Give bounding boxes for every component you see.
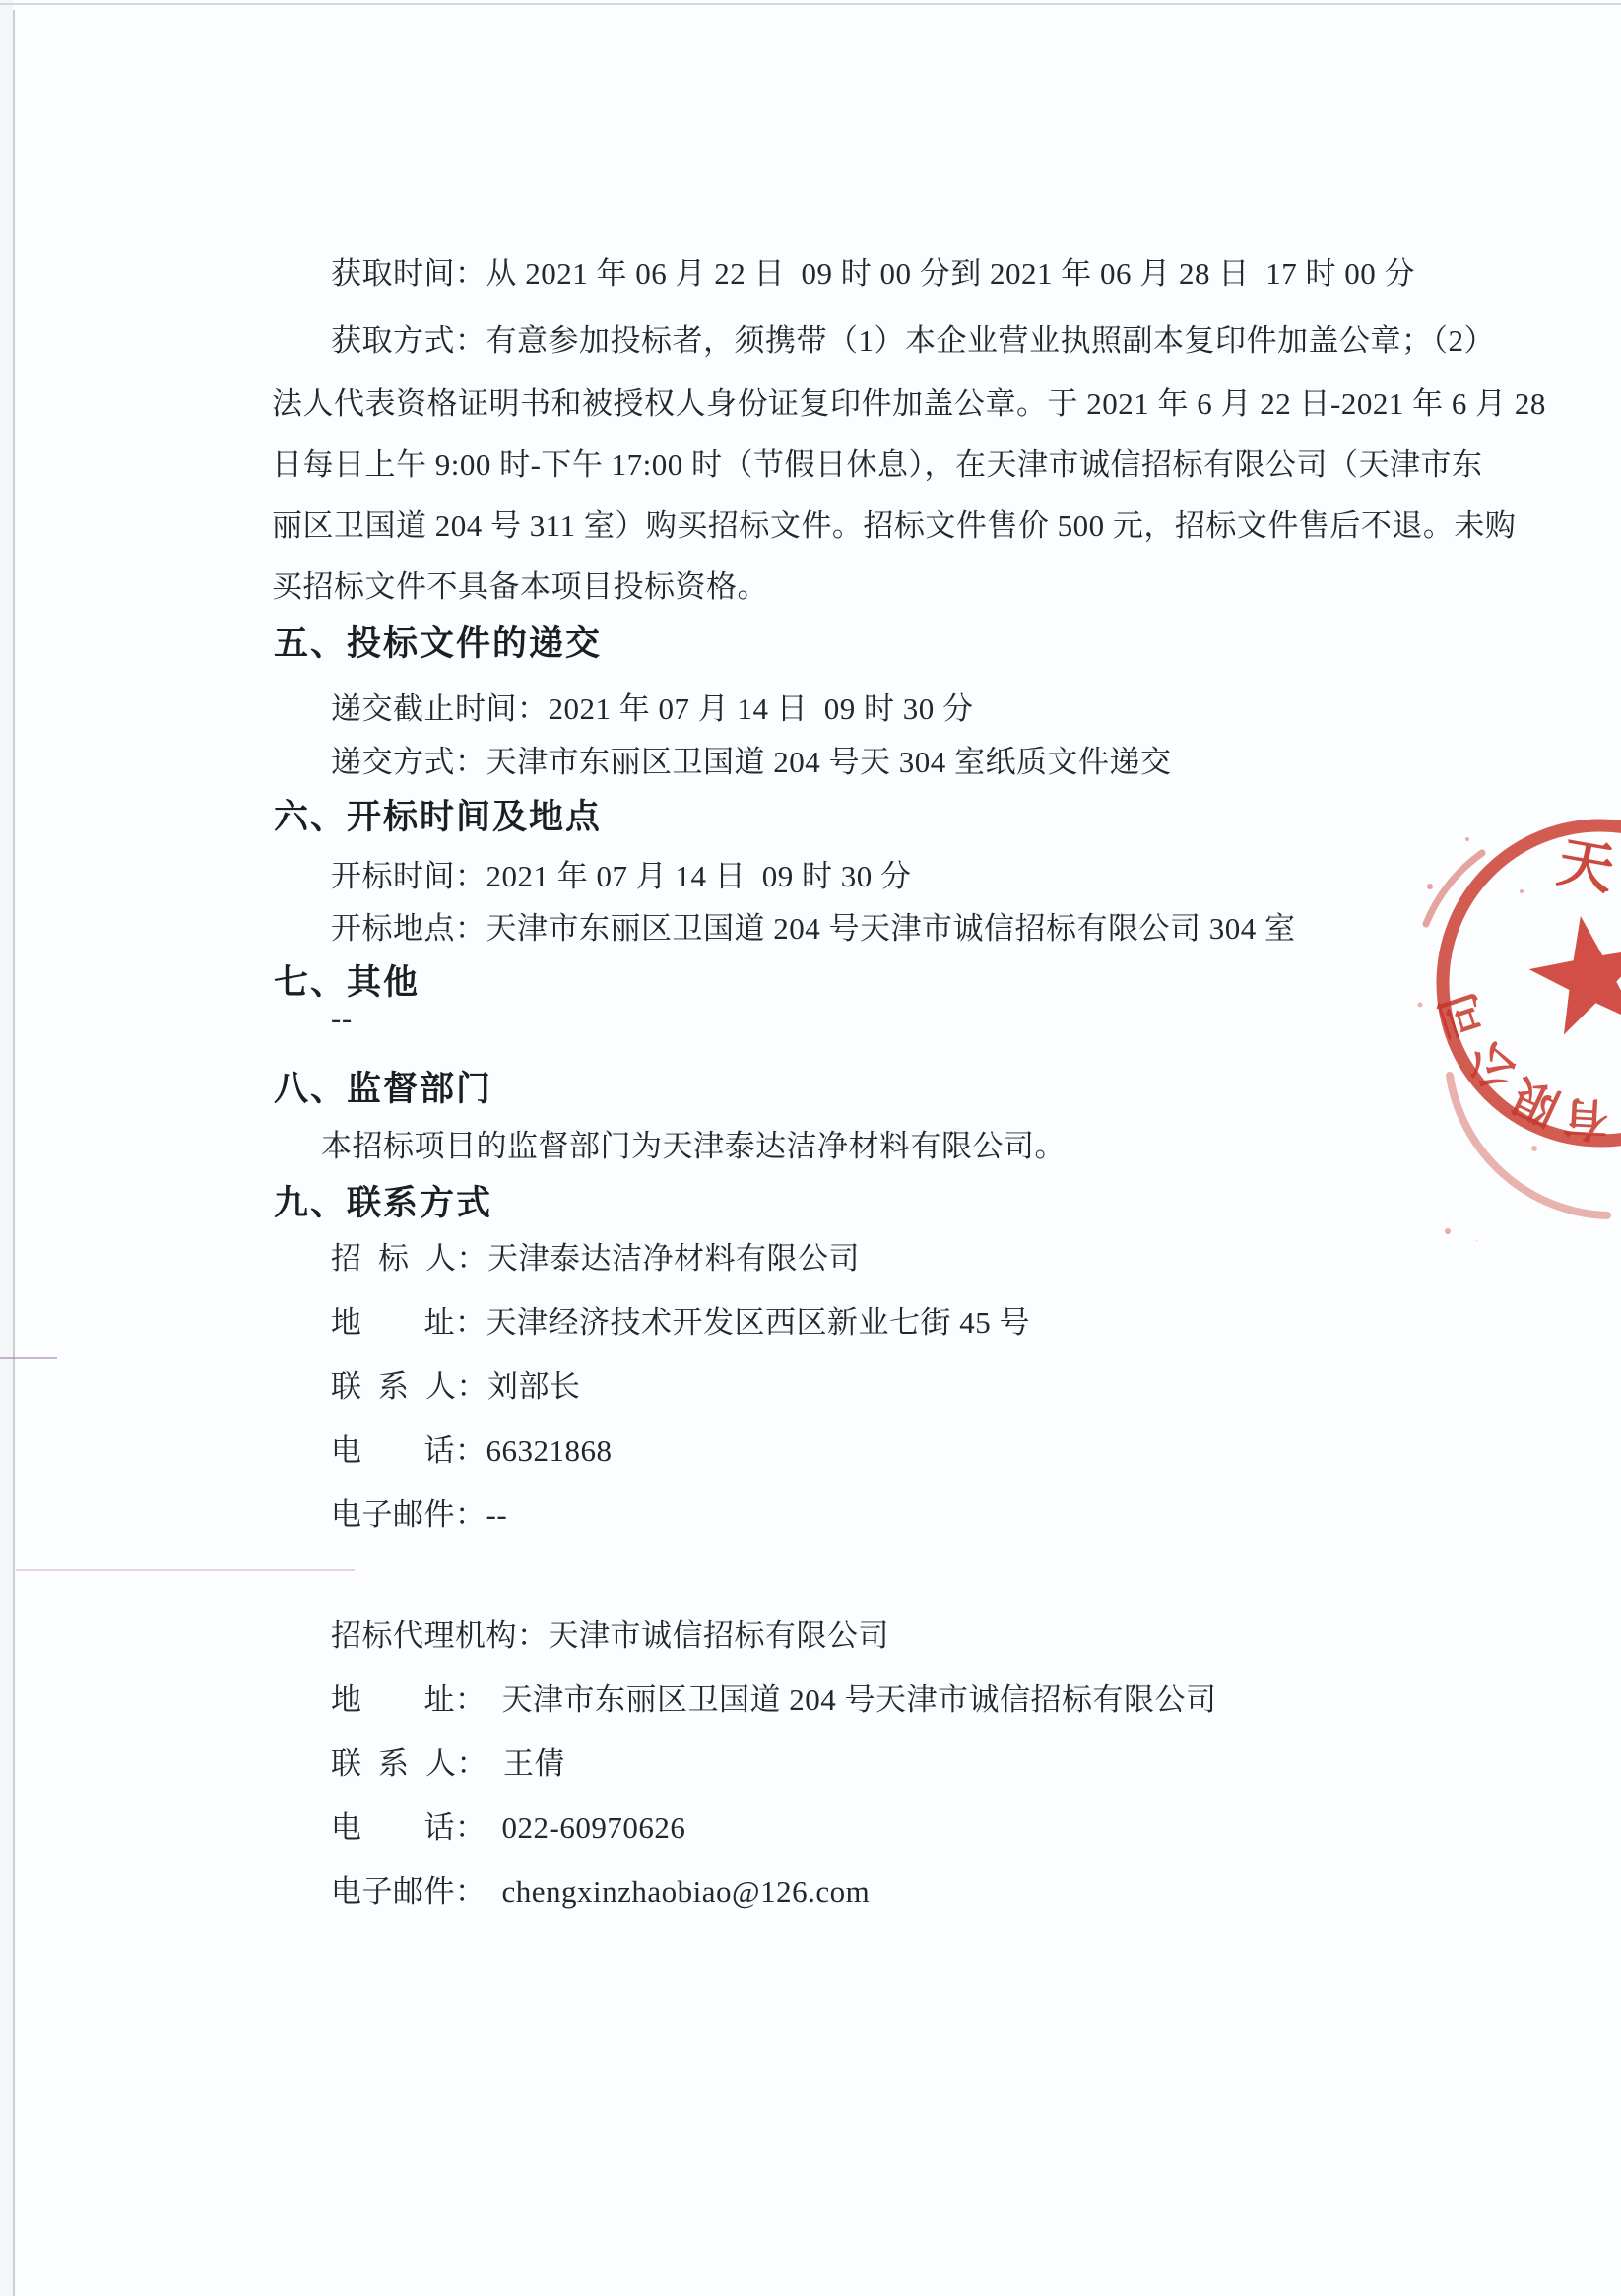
section-9-heading: 九、联系方式 (274, 1184, 493, 1222)
section-7-heading: 七、其他 (274, 963, 421, 1002)
supervision-dept-line: 本招标项目的监督部门为天津泰达洁净材料有限公司。 (321, 1129, 1066, 1163)
tenderer-contact-row: 联 系 人：刘部长 (331, 1369, 581, 1404)
tenderer-phone-row: 电 话：66321868 (331, 1433, 613, 1468)
obtain-method-line: 日每日上午 9:00 时-下午 17:00 时（节假日休息），在天津市诚信招标有限公司（天津市东 (272, 447, 1483, 482)
tenderer-email-row: 电子邮件：-- (331, 1497, 508, 1532)
tenderer-name-row: 招 标 人：天津泰达洁净材料有限公司 (331, 1241, 860, 1276)
agency-phone-row: 电 话： 022-60970626 (331, 1810, 686, 1845)
section-6-heading: 六、开标时间及地点 (274, 798, 603, 836)
scan-left-shade (0, 0, 13, 2296)
scan-artifact-line (0, 1357, 57, 1359)
submission-method-line: 递交方式：天津市东丽区卫国道 204 号天 304 室纸质文件递交 (331, 745, 1172, 779)
tenderer-address-row: 地 址：天津经济技术开发区西区新业七街 45 号 (331, 1305, 1030, 1340)
section-7-content: -- (331, 1001, 353, 1035)
obtain-method-line: 丽区卫国道 204 号 311 室）购买招标文件。招标文件售价 500 元，招标文件售后不退。未购 (272, 508, 1517, 543)
bid-opening-time-line: 开标时间：2021 年 07 月 14 日 09 时 30 分 (331, 859, 912, 893)
obtain-time-line: 获取时间：从 2021 年 06 月 22 日 09 时 00 分到 2021 年 06 月 28 日 17 时 00 分 (331, 256, 1415, 291)
section-8-heading: 八、监督部门 (274, 1070, 493, 1108)
seal-star (1522, 905, 1621, 1038)
section-5-heading: 五、投标文件的递交 (274, 624, 603, 663)
scan-edge-left (13, 10, 15, 2296)
seal-character: 司 (1431, 986, 1494, 1045)
agency-contact-row: 联 系 人： 王倩 (331, 1746, 565, 1781)
agency-address-row: 地 址： 天津市东丽区卫国道 204 号天津市诚信招标有限公司 (331, 1682, 1217, 1717)
submission-deadline-line: 递交截止时间：2021 年 07 月 14 日 09 时 30 分 (331, 691, 974, 726)
scan-artifact-line (16, 1569, 355, 1571)
seal-character: 天 (1553, 831, 1619, 902)
seal-character: 限 (1504, 1069, 1568, 1134)
official-seal (1394, 768, 1621, 1241)
bid-opening-place-line: 开标地点：天津市东丽区卫国道 204 号天津市诚信招标有限公司 304 室 (331, 911, 1296, 946)
agency-email-row: 电子邮件： chengxinzhaobiao@126.com (331, 1874, 871, 1909)
scan-edge-top (0, 3, 1621, 5)
seal-character: 公 (1459, 1032, 1526, 1100)
obtain-method-line: 买招标文件不具备本项目投标资格。 (272, 569, 768, 604)
agency-name-row: 招标代理机构：天津市诚信招标有限公司 (331, 1618, 889, 1653)
obtain-method-line: 获取方式：有意参加投标者，须携带（1）本企业营业执照副本复印件加盖公章；（2） (331, 323, 1495, 358)
seal-character: 有 (1561, 1091, 1610, 1146)
obtain-method-line: 法人代表资格证明书和被授权人身份证复印件加盖公章。于 2021 年 6 月 22 日-2021 年 6 月 28 (272, 386, 1546, 421)
